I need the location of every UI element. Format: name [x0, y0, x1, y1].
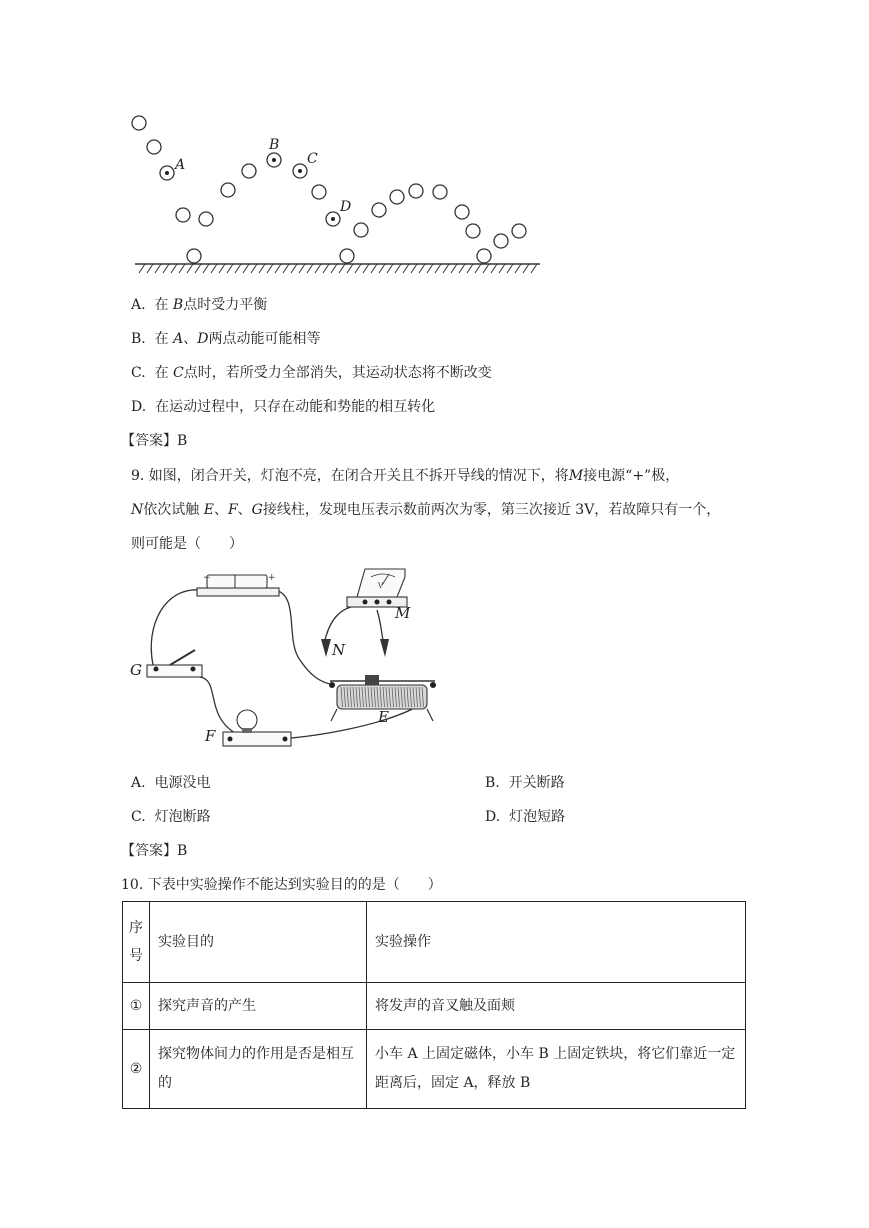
q9-stem-line3: 则可能是（ ） — [131, 536, 243, 552]
row-operation: 将发声的音叉触及面颊 — [367, 983, 746, 1030]
q8-answer: 【答案】B — [121, 433, 188, 449]
q8-option-c: C. 在 C点时，若所受力全部消失，其运动状态将不断改变 — [131, 365, 492, 381]
q10-stem: 10. 下表中实验操作不能达到实验目的的是（ ） — [121, 877, 442, 893]
row-index: ② — [123, 1030, 150, 1109]
bulb-icon — [223, 710, 291, 746]
q9-stem-line1: 9. 如图，闭合开关，灯泡不亮，在闭合开关且不拆开导线的情况下，将M接电源“+”极， — [131, 468, 680, 484]
svg-text:−: − — [203, 573, 211, 583]
label-G: G — [130, 661, 142, 679]
q9-stem-line2: N依次试触 E、F、G接线柱，发现电压表示数前两次为零，第三次接近 3V，若故障只有一个， — [131, 502, 721, 518]
label-N: N — [332, 641, 346, 659]
q8-option-d: D. 在运动过程中，只存在动能和势能的相互转化 — [131, 399, 436, 415]
circuit-figure — [125, 565, 455, 760]
row-operation: 小车 A 上固定磁体，小车 B 上固定铁块，将它们靠近一定距离后，固定 A，释放 B — [367, 1030, 746, 1109]
row-index: ① — [123, 983, 150, 1030]
header-purpose: 实验目的 — [150, 902, 367, 983]
q9-answer: 【答案】B — [121, 843, 188, 859]
q8-option-b: B. 在 A、D两点动能可能相等 — [131, 331, 321, 347]
header-index: 序号 — [123, 902, 150, 983]
row-purpose: 探究声音的产生 — [150, 983, 367, 1030]
switch-icon — [147, 650, 202, 677]
svg-text:V: V — [378, 582, 384, 590]
header-operation: 实验操作 — [367, 902, 746, 983]
row-purpose: 探究物体间力的作用是否是相互的 — [150, 1030, 367, 1109]
label-F: F — [205, 727, 216, 745]
label-B: B — [269, 137, 280, 153]
label-M: M — [395, 604, 411, 622]
label-A: A — [175, 157, 186, 173]
battery-icon — [197, 573, 279, 596]
table-row — [123, 983, 746, 1030]
q9-option-a: A. 电源没电 — [131, 775, 211, 791]
q8-option-a: A. 在 B点时受力平衡 — [131, 297, 268, 313]
label-E: E — [378, 708, 389, 726]
ball-trajectory-figure — [125, 108, 545, 278]
voltmeter-icon — [347, 569, 407, 607]
label-D: D — [340, 199, 352, 215]
label-C: C — [307, 151, 318, 167]
table-header-row — [123, 902, 746, 983]
q9-option-d: D. 灯泡短路 — [485, 809, 566, 825]
svg-text:+: + — [268, 573, 276, 583]
q9-option-c: C. 灯泡断路 — [131, 809, 211, 825]
experiment-table — [122, 901, 746, 1109]
q9-option-b: B. 开关断路 — [485, 775, 565, 791]
table-row — [123, 1030, 746, 1109]
